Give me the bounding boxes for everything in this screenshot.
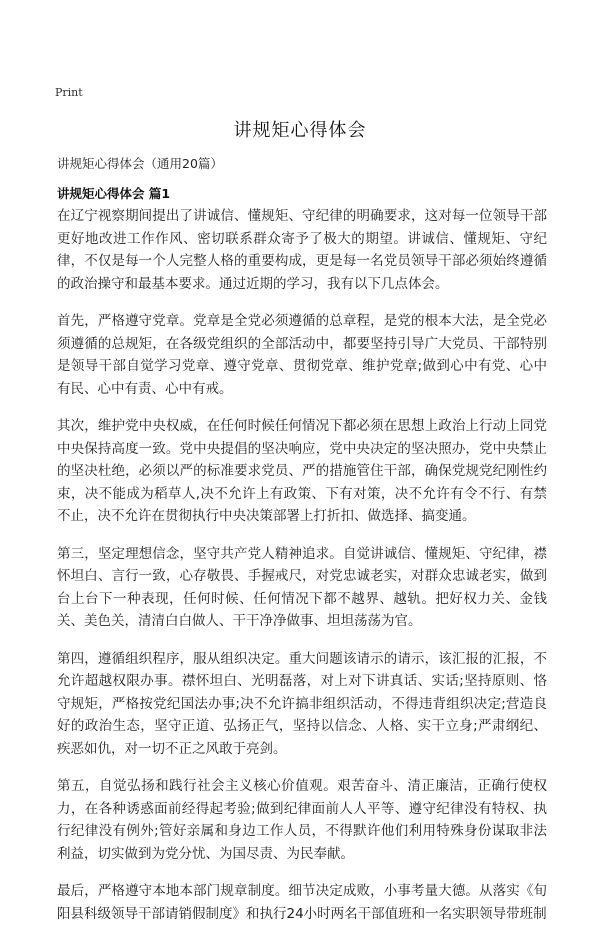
- document-body: [57, 205, 547, 940]
- paragraph: 第三，坚定理想信念，坚守共产党人精神追求。自觉讲诚信、懂规矩、守纪律，襟怀坦白、言行一致，心存敬畏、手握戒尺，对党忠诚老实，对群众忠诚老实，做到台上台下一种表现，任何时候、任何情况下都不越界、越轨。把好权力关、金钱关、美色关，清清白白做人、干干净净做事、坦坦荡荡为官。: [57, 545, 547, 629]
- document-title: 讲规矩心得体会: [233, 120, 367, 141]
- document-subtitle: 讲规矩心得体会（通用20篇）: [57, 156, 223, 171]
- paragraph: 在辽宁视察期间提出了讲诚信、懂规矩、守纪律的明确要求，这对每一位领导干部更好地改进工作作风、密切联系群众寄予了极大的期望。讲诚信、懂规矩、守纪律，不仅是每一个人完整人格的重要构成，更是每一名党员领导干部必须始终遵循的政治操守和最基本要求。通过近期的学习，我有以下几点体会。: [57, 208, 547, 292]
- section-heading: 讲规矩心得体会 篇1: [57, 186, 171, 201]
- print-label: Print: [55, 86, 83, 99]
- paragraph: 最后，严格遵守本地本部门规章制度。细节决定成败，小事考量大德。从落实《旬阳县科级领导干部请销假制度》和执行24小时两名干部值班和一名实职领导带班制: [57, 883, 547, 922]
- paragraph: 首先，严格遵守党章。党章是全党必须遵循的总章程，是党的根本大法，是全党必须遵循的总规矩，在各级党组织的全部活动中，都要坚持引导广大党员、干部特别是领导干部自觉学习党章、遵守党章、贯彻党章、维护党章;做到心中有党、心中有民、心中有责、心中有戒。: [57, 313, 547, 397]
- paragraph: 第四，遵循组织程序，服从组织决定。重大问题该请示的请示，该汇报的汇报，不允许超越权限办事。襟怀坦白、光明磊落，对上对下讲真话、实话;坚持原则、恪守规矩，严格按党纪国法办事;决不允许搞非组织活动，不得违背组织决定;营造良好的政治生态，坚守正道、弘扬正气，坚持以信念、人格、实干立身;严肃纲纪、疾恶如仇，对一切不正之风敢于亮剑。: [57, 650, 547, 757]
- paragraph: 第五，自觉弘扬和践行社会主义核心价值观。艰苦奋斗、清正廉洁，正确行使权力，在各种诱惑面前经得起考验;做到纪律面前人人平等、遵守纪律没有特权、执行纪律没有例外;管好亲属和身边工作人员，不得默许他们利用特殊身份谋取非法利益，切实做到为党分忧、为国尽责、为民奉献。: [57, 778, 547, 862]
- paragraph: 其次，维护党中央权威，在任何时候任何情况下都必须在思想上政治上行动上同党中央保持高度一致。党中央提倡的坚决响应，党中央决定的坚决照办，党中央禁止的坚决杜绝，必须以严的标准要求党员、严的措施管住干部，确保党规党纪刚性约束，决不能成为稻草人,决不允许上有政策、下有对策，决不允许有令不行、有禁不止，决不允许在贯彻执行中央决策部署上打折扣、做选择、搞变通。: [57, 418, 547, 524]
